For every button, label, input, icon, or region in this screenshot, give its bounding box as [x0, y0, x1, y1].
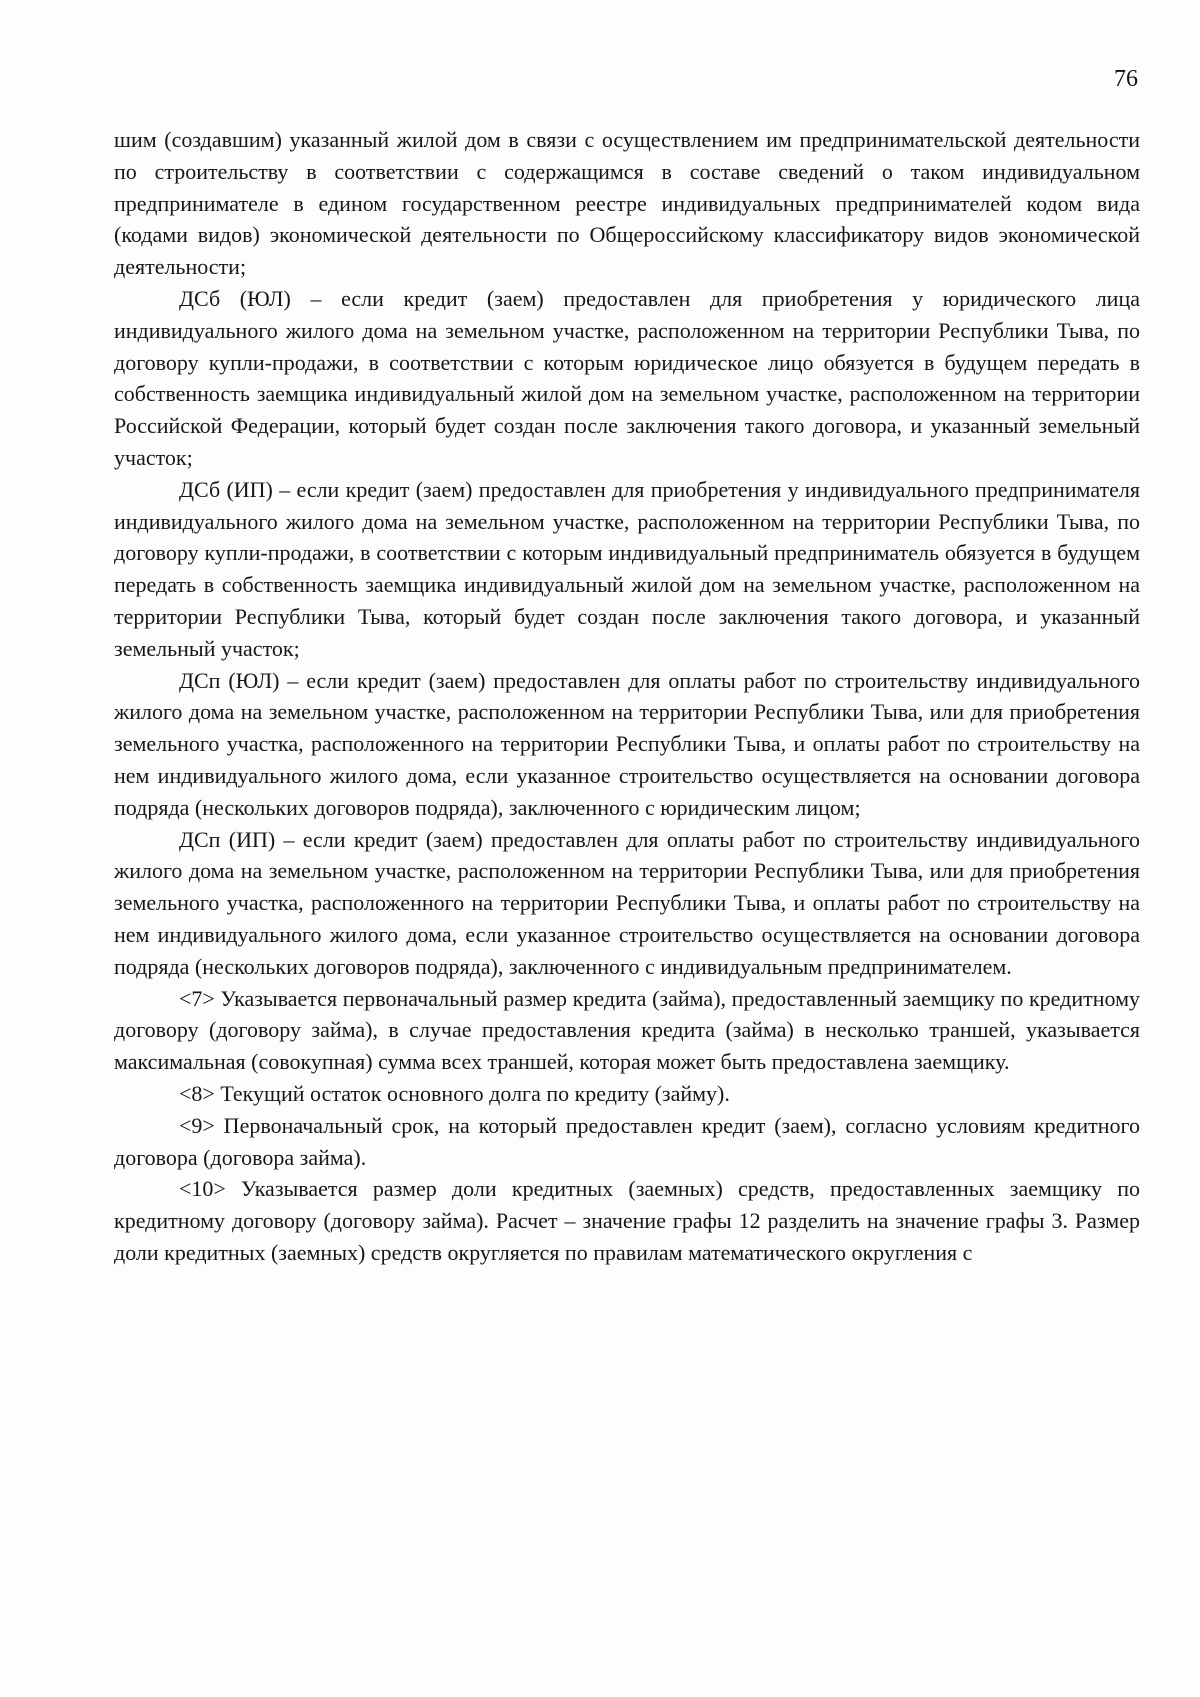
footnote-10: <10> Указывается размер доли кредитных (заемных) средств, предоставленных заемщику по кредитному договору (договору займа). Расчет – значение графы 12 разделить на значение графы 3. Размер доли кредитных (заемных) средств округляется по правилам математического округления с	[114, 1176, 1140, 1265]
paragraph-dsb-yul: ДСб (ЮЛ) – если кредит (заем) предоставлен для приобретения у юридического лица индивидуального жилого дома на земельном участке, расположенном на территории Республики Тыва, по договору купли-продажи, в соответствии с которым юридическое лицо обязуется в будущем передать в собственность заемщика индивидуальный жилой дом на земельном участке, расположенном на территории Российской Федерации, который будет создан после заключения такого договора, и указанный земельный участок;	[114, 285, 1140, 470]
paragraph-dsp-yul: ДСп (ЮЛ) – если кредит (заем) предоставлен для оплаты работ по строительству индивидуального жилого дома на земельном участке, расположенном на территории Республики Тыва, или для приобретения земельного участка, расположенного на территории Республики Тыва, и оплаты работ по строительству на нем индивидуального жилого дома, если указанное строительство осуществляется на основании договора подряда (нескольких договоров подряда), заключенного с юридическим лицом;	[114, 667, 1140, 820]
footnote-8: <8> Текущий остаток основного долга по кредиту (займу).	[179, 1080, 730, 1106]
paragraph-dsp-ip: ДСп (ИП) – если кредит (заем) предоставлен для оплаты работ по строительству индивидуального жилого дома на земельном участке, расположенном на территории Республики Тыва, или для приобретения земельного участка, расположенного на территории Республики Тыва, и оплаты работ по строительству на нем индивидуального жилого дома, если указанное строительство осуществляется на основании договора подряда (нескольких договоров подряда), заключенного с индивидуальным предпринимателем.	[114, 826, 1140, 979]
page-number: 76	[1114, 66, 1138, 92]
footnote-7: <7> Указывается первоначальный размер кредита (займа), предоставленный заемщику по кредитному договору (договору займа), в случае предоставления кредита (займа) в несколько траншей, указывается максимальная (совокупная) сумма всех траншей, которая может быть предоставлена заемщику.	[114, 985, 1140, 1075]
paragraph-dsb-ip: ДСб (ИП) – если кредит (заем) предоставлен для приобретения у индивидуального предпринимателя индивидуального жилого дома на земельном участке, расположенном на территории Республики Тыва, по договору купли-продажи, в соответствии с которым индивидуальный предприниматель обязуется в будущем передать в собственность заемщика индивидуальный жилой дом на земельном участке, расположенном на территории Республики Тыва, который будет создан после заключения такого договора, и указанный земельный участок;	[114, 476, 1140, 661]
footnote-9: <9> Первоначальный срок, на который предоставлен кредит (заем), согласно условиям кредитного договора (договора займа).	[114, 1112, 1140, 1170]
document-body	[114, 124, 1140, 1269]
paragraph-continuation: шим (создавшим) указанный жилой дом в связи с осуществлением им предпринимательской деятельности по строительству в соответствии с содержащимся в составе сведений о таком индивидуальном предпринимателе в едином государственном реестре индивидуальных предпринимателей кодом вида (кодами видов) экономической деятельности по Общероссийскому классификатору видов экономической деятельности;	[114, 127, 1140, 280]
